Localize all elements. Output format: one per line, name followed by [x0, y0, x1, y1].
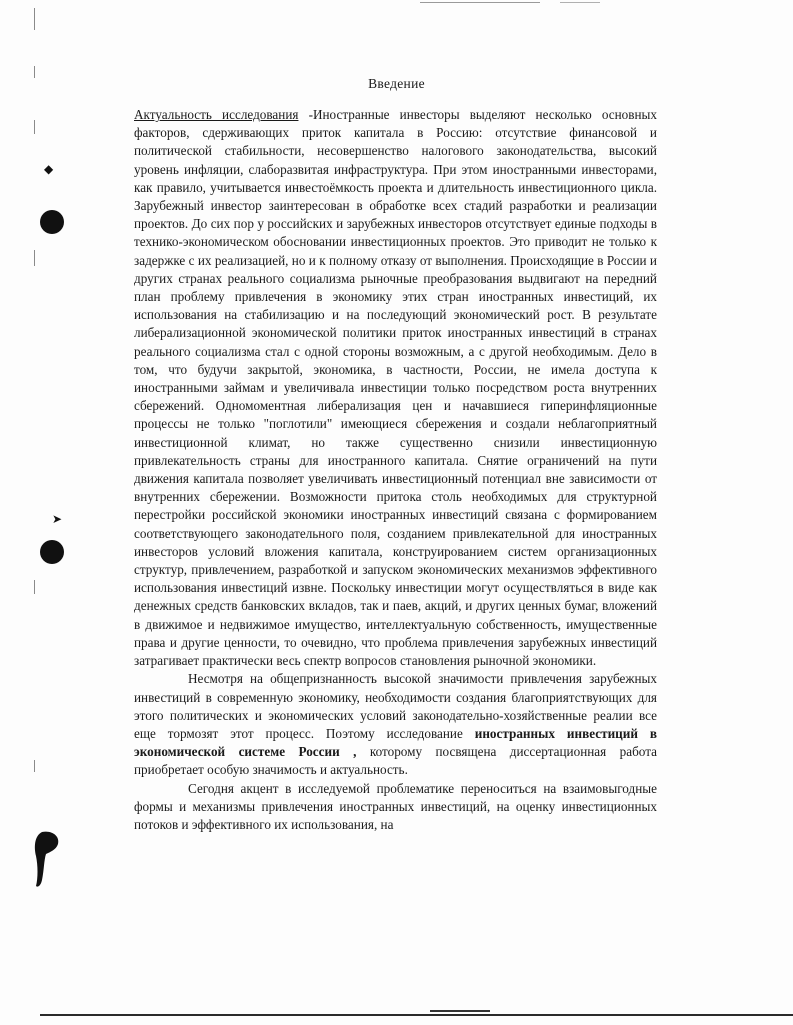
paragraph-text: -Иностранные инвесторы выделяют несколько основных факторов, сдерживающих приток капитала в Россию: отсутствие финансовой и политической стабильности, несовершенство налогового законодательства, высокий уровень инфляции, слаборазвитая инфраструктура. При этом иностранными инвесторами, как правило, учитывается инвестоёмкость проекта и длительность инвестиционного цикла. Зарубежный инвестор заинтересован в обработке всех стадий разработки и реализации проектов. До сих пор у российских и зарубежных инвесторов отсутствует единые подходы в технико-экономическом обосновании инвестиционных проектов. Это приводит не только к задержке с их реализацией, но и к полному отказу от выполнения. Происходящие в России и других странах реального социализма рыночные преобразования выдвигают на передний план проблему привлечения в экономику этих стран иностранных инвестиций, их использования на стабилизацию и на последующий экономический рост. В результате либерализационной экономической политики приток иностранных инвестиций в странах реального социализма стал с одной стороны возможным, а с другой необходимым. Дело в том, что будучи закрытой, экономика, в частности, России, не имела доступа к иностранными займам и увеличивала инвестиции только посредством роста внутренних сбережений. Одномоментная либерализация цен и начавшиеся гиперинфляционные процессы не только "поглотили" имеющиеся сбережения и создали неблагоприятный инвестиционной климат, но также существенно снизили инвестиционную привлекательность страны для иностранного капитала. Снятие ограничений на пути движения капитала позволяет увеличивать инвестиционный потенциал вне зависимости от внутренних сбережении. Возможности притока столь необходимых для структурной перестройки российской экономики иностранных инвестиций связана с формированием соответствующего законодательного поля, созданием привлекательной для иностранных инвесторов условий вложения капитала, конструированием систем организационных структур, привлечением, разработкой и запуском экономических механизмов эффективного использования инвестиций извне. Поскольку инвестиции могут осуществляться в виде как денежных средств банковских вкладов, так и паев, акций, и других ценных бумаг, вложений в движимое и недвижимое имущество, интеллектуальную собственность, имущественные права и другие ценности, то очевидно, что проблема привлечения зарубежных инвестиций затрагивает практически весь спектр вопросов становления рыночной экономики. [134, 107, 657, 669]
section-lead: Актуальность исследования [134, 107, 299, 122]
scan-artifact-line [430, 1010, 490, 1012]
margin-mark [34, 760, 35, 772]
paragraph-today [134, 780, 657, 835]
scan-bottom-edge [40, 1014, 793, 1016]
punch-hole [40, 540, 64, 564]
paragraph-text: которому посвящена диссертационная работа приобретает особую значимость и актуальность. [134, 744, 657, 778]
paragraph-significance [134, 670, 657, 779]
page-title: Введение [368, 76, 425, 91]
margin-arrow-icon: ◆ [44, 162, 54, 176]
paragraph-text: Сегодня акцент в исследуемой проблематике переноситься на взаимовыгодные формы и механизмы привлечения иностранных инвестиций, на оценку инвестиционных потоков и эффективного их использования, на [134, 780, 657, 832]
ink-blot [32, 830, 62, 890]
punch-hole [40, 210, 64, 234]
margin-mark [34, 250, 35, 266]
margin-mark [34, 120, 35, 134]
emphasized-topic: иностранных инвестиций в экономической системе России , [134, 725, 657, 760]
paragraph-relevance [134, 106, 657, 670]
paragraph-text: Несмотря на общепризнанность высокой значимости привлечения зарубежных инвестиций в современную экономику, необходимости создания благоприятствующих для этого политических и экономических условий законодательно-хозяйственные реалии все еще тормозят этот процесс. Поэтому исследование [134, 671, 657, 741]
scan-artifact-line [560, 2, 600, 3]
scan-artifact-line [420, 2, 540, 3]
document-body [134, 106, 657, 834]
margin-arrow-icon: ➤ [52, 512, 63, 526]
margin-mark [34, 8, 35, 30]
margin-mark [34, 580, 35, 594]
